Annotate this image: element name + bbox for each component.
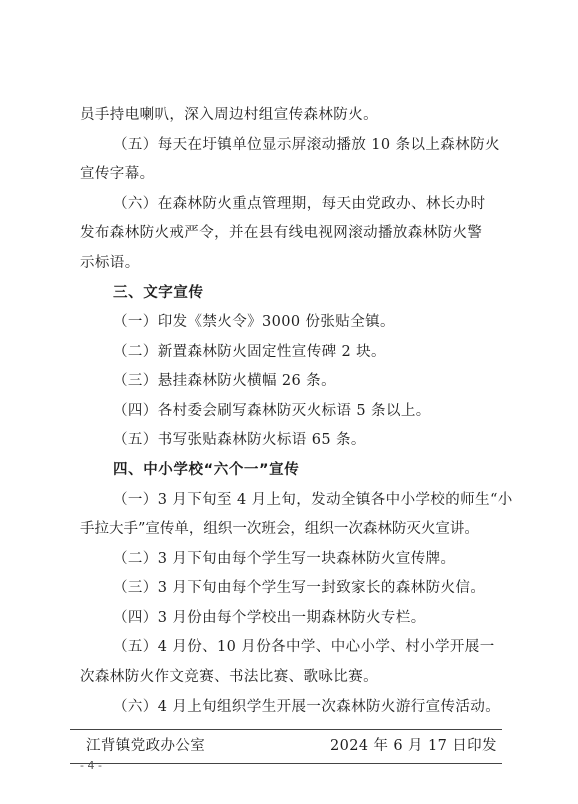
text-line: （六）在森林防火重点管理期，每天由党政办、林长办时 (113, 196, 486, 212)
text-line: 示标语。 (80, 255, 140, 271)
text-line: （五）每天在圩镇单位显示屏滚动播放 10 条以上森林防火 (113, 137, 500, 153)
footer-bottom-rule (70, 763, 502, 764)
text-line: （四）3 月份由每个学校出一期森林防火专栏。 (113, 610, 426, 626)
text-line: （二）新置森林防火固定性宣传碑 2 块。 (113, 344, 386, 360)
text-line: 发布森林防火戒严令，并在县有线电视网滚动播放森林防火警 (80, 225, 483, 241)
text-line: （一）3 月下旬至 4 月上旬，发动全镇各中小学校的师生“小 (113, 492, 513, 508)
text-line: （五）4 月份、10 月份各中学、中心小学、村小学开展一 (113, 639, 495, 655)
text-line: （二）3 月下旬由每个学生写一块森林防火宣传牌。 (113, 551, 456, 567)
text-line: 宣传字幕。 (80, 166, 155, 182)
page-number: - 4 - (80, 759, 102, 772)
footer-top-rule (70, 729, 502, 730)
text-line: （四）各村委会刷写森林防灭火标语 5 条以上。 (113, 403, 431, 419)
text-line: （三）悬挂森林防火横幅 26 条。 (113, 373, 336, 389)
text-line: 次森林防火作文竞赛、书法比赛、歌咏比赛。 (80, 669, 378, 685)
text-line: 员手持电喇叭，深入周边村组宣传森林防火。 (80, 107, 378, 123)
section-heading: 三、文字宣传 (113, 285, 204, 301)
section-heading: 四、中小学校“六个一”宣传 (113, 462, 300, 478)
issue-date: 2024 年 6 月 17 日印发 (330, 738, 497, 754)
text-line: （三）3 月下旬由每个学生写一封致家长的森林防火信。 (113, 580, 486, 596)
text-line: （六）4 月上旬组织学生开展一次森林防火游行宣传活动。 (113, 699, 501, 715)
text-line: （五）书写张贴森林防火标语 65 条。 (113, 432, 366, 448)
text-line: 手拉大手”宣传单，组织一次班会，组织一次森林防灭火宣讲。 (80, 521, 479, 537)
issuing-office: 江背镇党政办公室 (86, 738, 206, 754)
text-line: （一）印发《禁火令》3000 份张贴全镇。 (113, 314, 395, 330)
